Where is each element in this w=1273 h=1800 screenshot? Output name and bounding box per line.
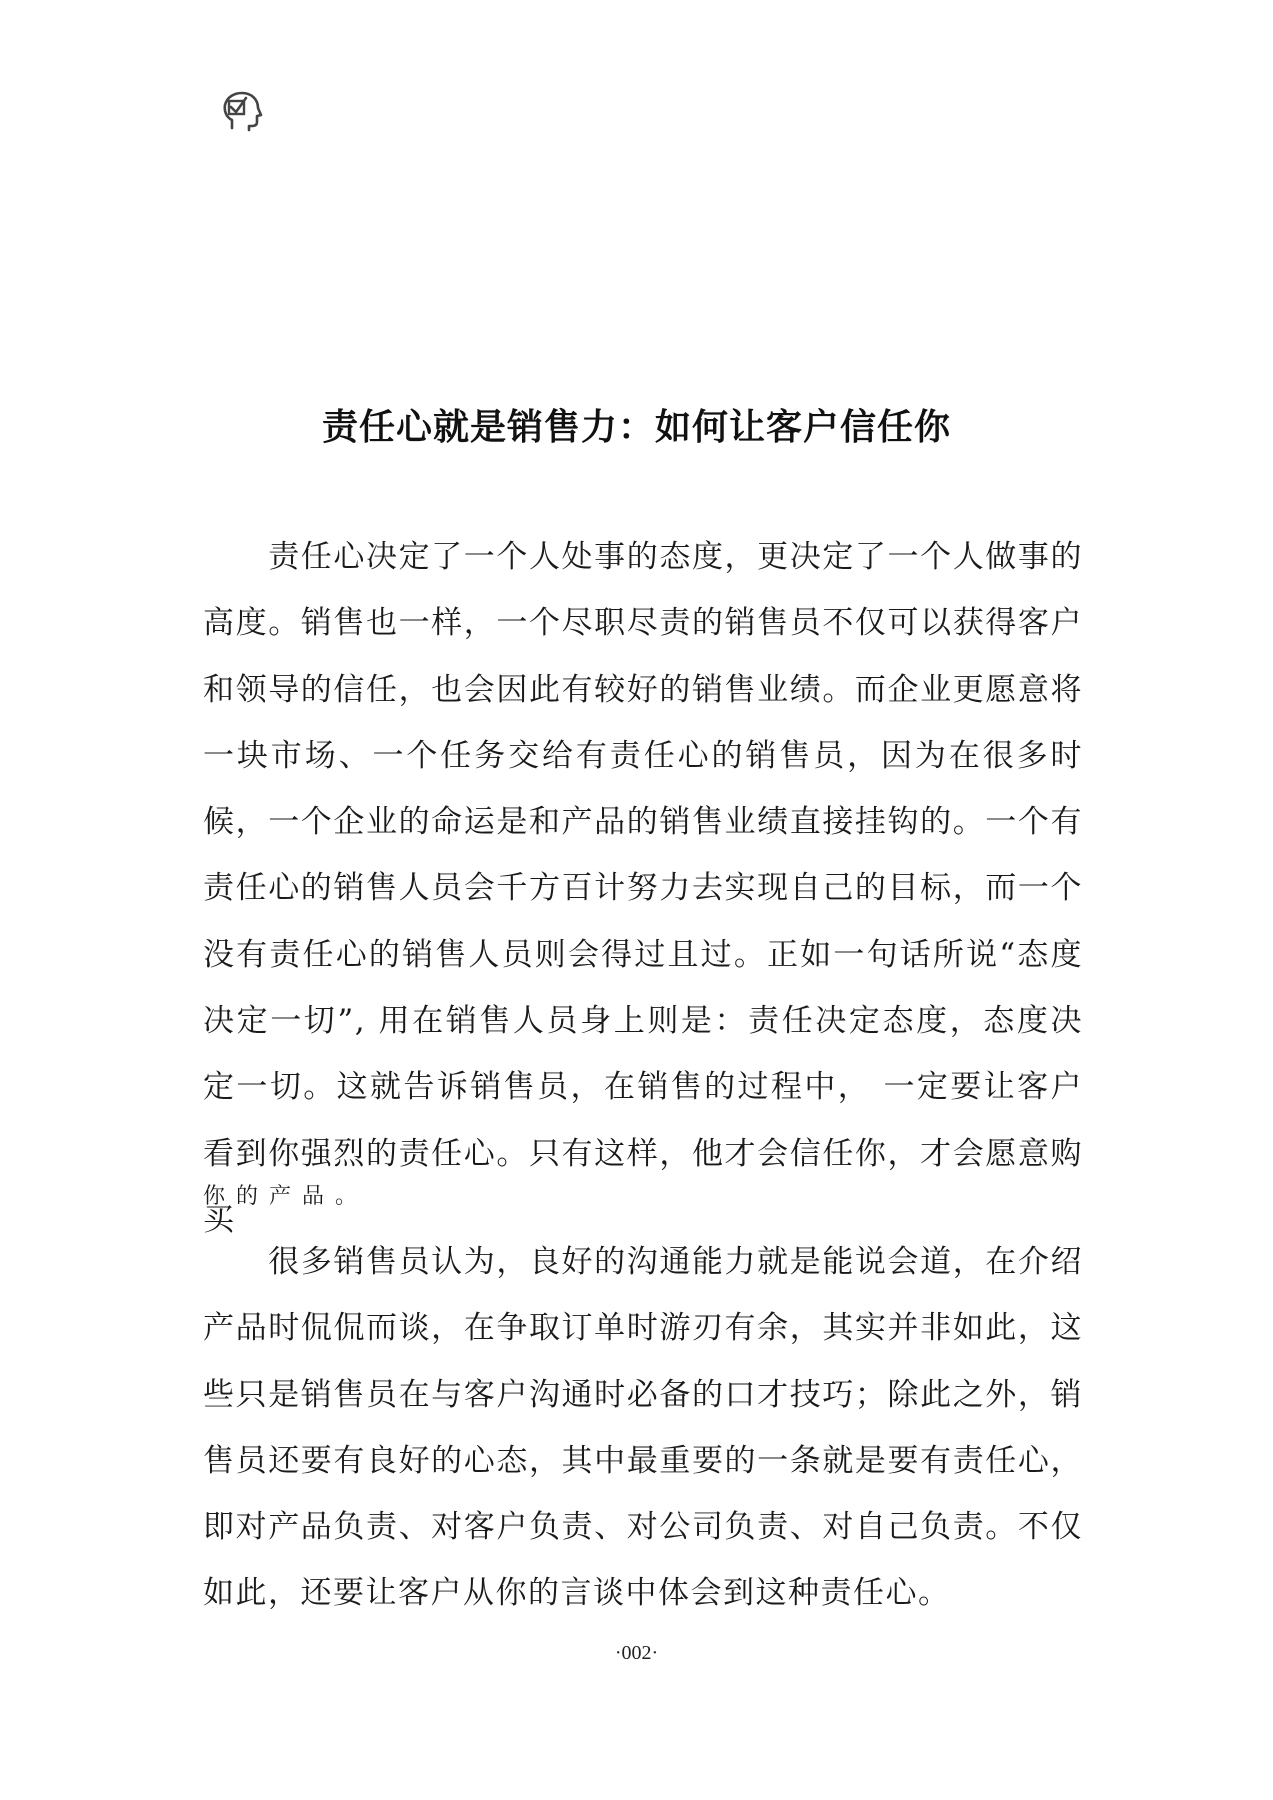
head-checkmark-icon [218,88,266,136]
body-paragraph-tail: 你的产品。 [203,1184,369,1209]
body-paragraph: 责任心决定了一个人处事的态度，更决定了一个人做事的高度。销售也一样，一个尽职尽责的销售员不仅可以获得客户和领导的信任，也会因此有较好的销售业绩。而企业更愿意将一块市场、一个任务交给有责任心的销售员，因为在很多时候，一个企业的命运是和产品的销售业绩直接挂钩的。一个有责任心的销售人员会千方百计努力去实现自己的目标，而一个没有责任心的销售人员则会得过且过。正如一句话所说“态度决定一切”, 用在销售人员身上则是：责任决定态度，态度决定一切。这就告诉销售员，在销售的过程中， 一定要让客户看到你强烈的责任心。只有这样，他才会信任你，才会愿意购买 [203,539,1083,1238]
body-paragraph: 很多销售员认为，良好的沟通能力就是能说会道，在介绍产品时侃侃而谈，在争取订单时游刃有余，其实并非如此，这些只是销售员在与客户沟通时必备的口才技巧；除此之外，销售员还要有良好的心态，其中最重要的一条就是要有责任心，即对产品负责、对客户负责、对公司负责、对自己负责。不仅如此，还要让客户从你的言谈中体会到这种责任心。 [203,1244,1083,1612]
chapter-title: 责任心就是销售力：如何让客户信任你 [321,407,951,448]
page-number: ·002· [614,1642,659,1664]
